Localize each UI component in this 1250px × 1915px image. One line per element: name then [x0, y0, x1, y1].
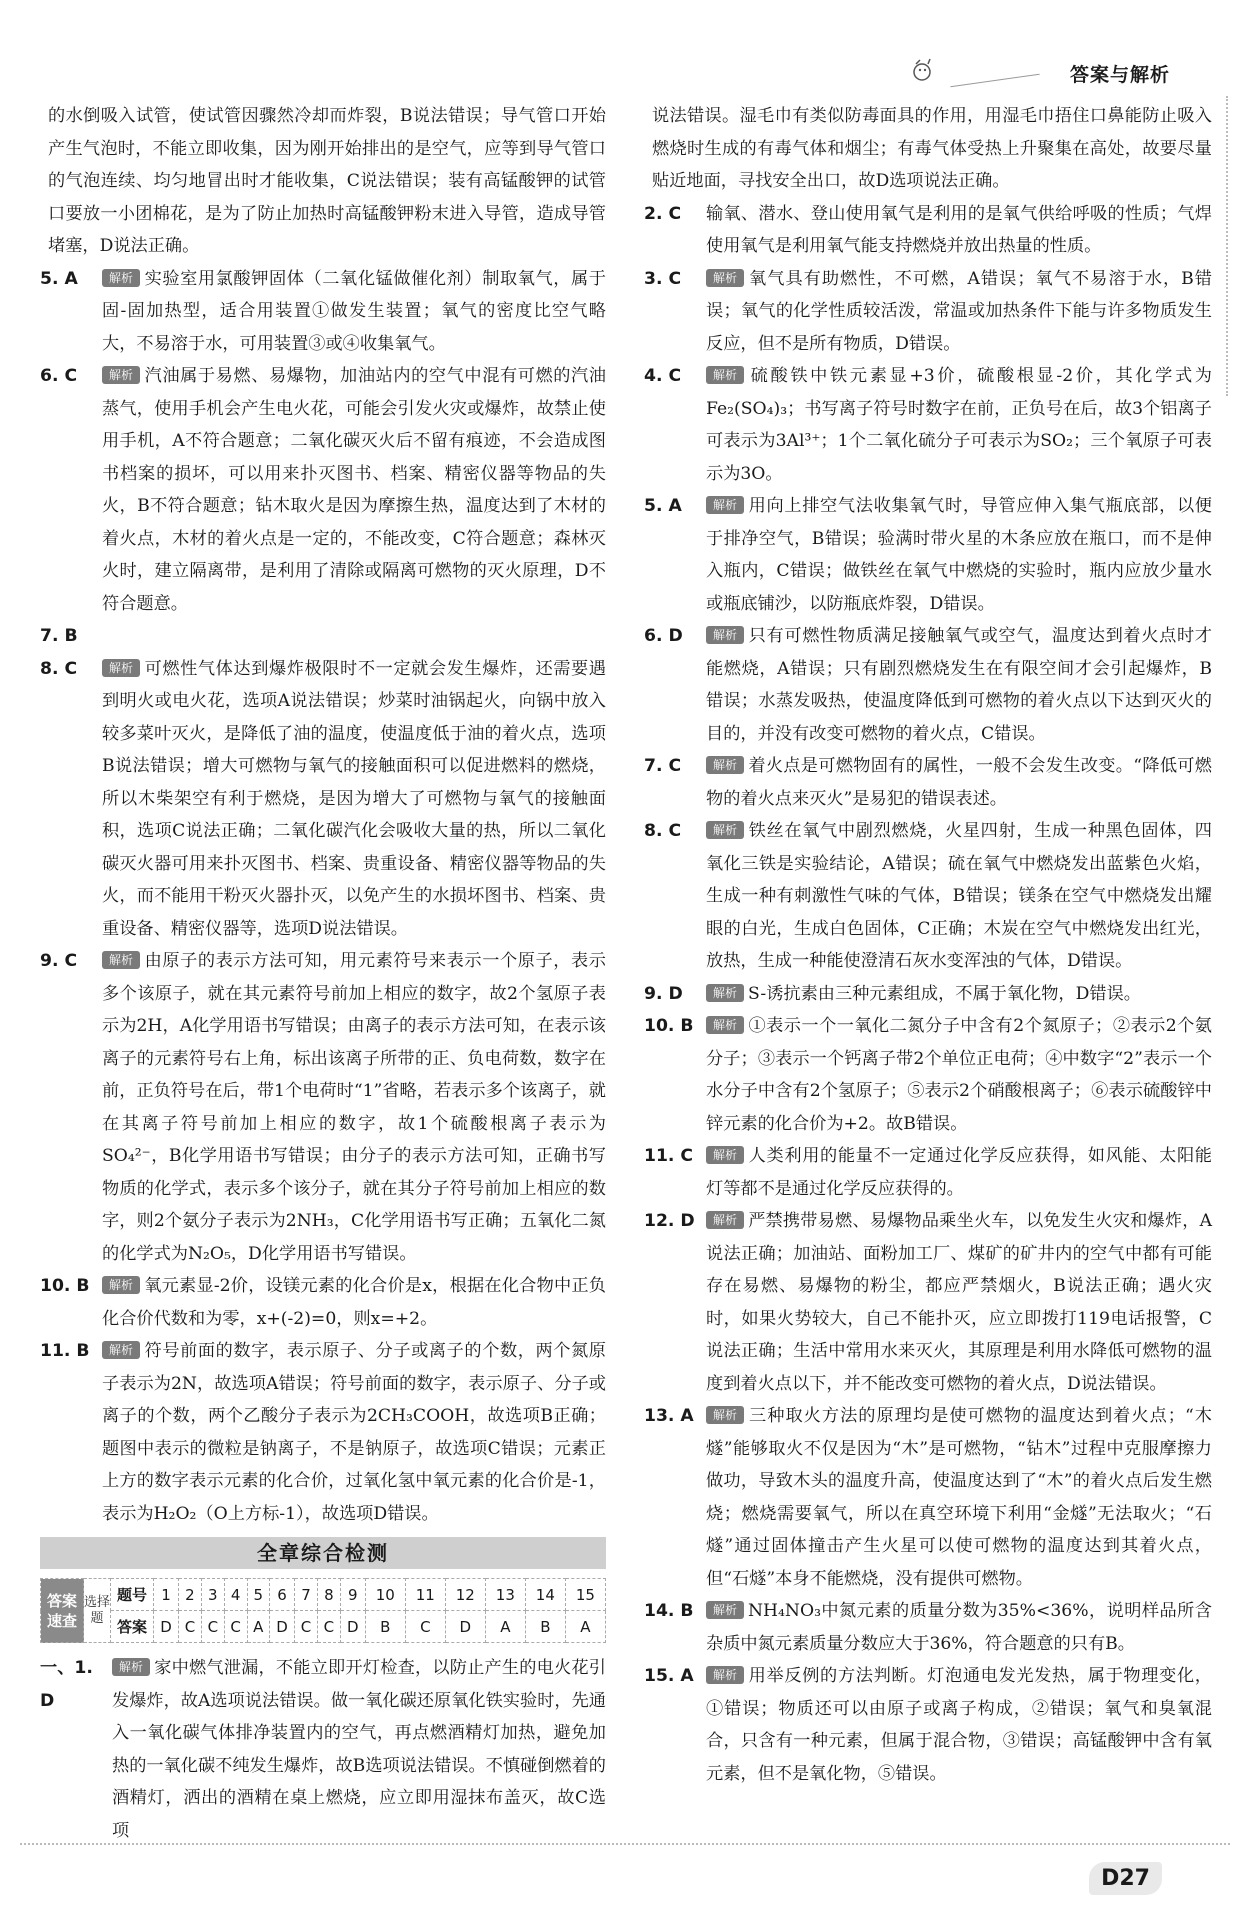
- header-title: 答案与解析: [1069, 64, 1170, 86]
- item-number: 12. D: [644, 1211, 695, 1231]
- left-intro: 的水倒吸入试管，使试管因骤然冷却而炸裂，B说法错误；导气管口开始产生气泡时，不能立即收集，因为刚开始排出的是空气，应等到导气管口的气泡连续、均匀地冒出时才能收集，C说法错误；装有高锰酸钾的试管口要放一小团棉花，是为了防止加热时高锰酸钾粉末进入导管，造成导管堵塞，D说法正确。: [48, 106, 606, 256]
- number-cell: 9: [340, 1579, 365, 1611]
- footer-divider: [20, 1843, 1230, 1845]
- analysis-tag: 解析: [706, 756, 744, 774]
- chapter-title: 全章综合检测: [40, 1537, 606, 1569]
- analysis-tag: 解析: [706, 1211, 744, 1229]
- answer-cell: C: [295, 1611, 318, 1643]
- answer-item: [644, 1205, 1212, 1400]
- item-text: 解析 符号前面的数字，表示原子、分子或离子的个数，两个氮原子表示为2N，故选项A错误；符号前面的数字，表示原子、分子或离子的个数，两个乙酸分子表示为2CH₃COOH，故选项B正确；题图中表示的微粒是钠离子，不是钠原子，故选项C错误；元素正上方的数字表示元素的化合价，过氧化氢中氧元素的化合价是-1，表示为H₂O₂（O上方标-1），故选项D错误。: [102, 1341, 606, 1524]
- analysis-tag: 解析: [706, 821, 744, 839]
- number-cell: 12: [445, 1579, 485, 1611]
- answer-cell: B: [365, 1611, 405, 1643]
- item-number: 6. C: [40, 366, 78, 386]
- answer-table-type: 选择题: [84, 1579, 111, 1643]
- item-number: 10. B: [40, 1276, 90, 1296]
- answer-cell: C: [179, 1611, 202, 1643]
- item-text: 解析 汽油属于易燃、易爆物，加油站内的空气中混有可燃的汽油蒸气，使用手机会产生电火花，可能会引发火灾或爆炸，故禁止使用手机，A不符合题意；二氧化碳灭火后不留有痕迹，不会造成图书档案的损坏，可以用来扑灭图书、档案、精密仪器等物品的失火，B不符合题意；钻木取火是因为摩擦生热，温度达到了木材的着火点，木材的着火点是一定的，不能改变，C符合题意；森林灭火时，建立隔离带，是利用了清除或隔离可燃物的灭火原理，D不符合题意。: [102, 366, 606, 614]
- item-text: [102, 620, 606, 653]
- item-text: 解析 严禁携带易燃、易爆物品乘坐火车，以免发生火灾和爆炸，A说法正确；加油站、面粉加工厂、煤矿的矿井内的空气中都有可能存在易燃、易爆物的粉尘，都应严禁烟火，B说法正确；遇火灾时，如果火势较大，自己不能扑灭，应立即拨打119电话报警，C说法正确；生活中常用水来灭火，其原理是利用水降低可燃物的温度到着火点以下，并不能改变可燃物的着火点，D说法错误。: [706, 1211, 1212, 1394]
- answer-item: [40, 945, 606, 1270]
- analysis-tag: 解析: [102, 1276, 140, 1294]
- number-cell: 1: [154, 1579, 179, 1611]
- header-divider: [950, 74, 1039, 88]
- item-text: 解析 S-诱抗素由三种元素组成，不属于氧化物，D错误。: [706, 978, 1212, 1011]
- analysis-tag: 解析: [706, 626, 744, 644]
- item-text: 解析 家中燃气泄漏，不能立即开灯检查，以防止产生的电火花引发爆炸，故A选项说法错误。做一氧化碳还原氧化铁实验时，先通入一氧化碳气体排净装置内的空气，再点燃酒精灯加热，避免加热的一氧化碳不纯发生爆炸，故B选项说法错误。不慎碰倒燃着的酒精灯，洒出的酒精在桌上燃烧，应立即用湿抹布盖灭，故C选项: [112, 1658, 606, 1841]
- answer-cell: A: [565, 1611, 605, 1643]
- answer-cell: B: [525, 1611, 565, 1643]
- answer-cell: C: [317, 1611, 340, 1643]
- number-cell: 6: [270, 1579, 295, 1611]
- answer-item: [644, 750, 1212, 815]
- item-text: 解析 人类利用的能量不一定通过化学反应获得，如风能、太阳能灯等都不是通过化学反应获得的。: [706, 1146, 1212, 1199]
- item-number: 13. A: [644, 1406, 694, 1426]
- item-text: 解析 实验室用氯酸钾固体（二氧化锰做催化剂）制取氧气，属于固-固加热型，适合用装置①做发生装置；氧气的密度比空气略大，不易溶于水，可用装置③或④收集氧气。: [102, 268, 606, 354]
- analysis-tag: 解析: [102, 366, 140, 384]
- answer-cell: D: [154, 1611, 179, 1643]
- item-number: 9. D: [644, 983, 683, 1004]
- answer-cell: C: [405, 1611, 445, 1643]
- item-text: 解析 由原子的表示方法可知，用元素符号来表示一个原子，表示多个该原子，就在其元素符号前加上相应的数字，故2个氢原子表示为2H，A化学用语书写错误；由离子的表示方法可知，在表示该离子的元素符号右上角，标出该离子所带的正、负电荷数，数字在前，正负符号在后，带1个电荷时“1”省略，若表示多个该离子，就在其离子符号前加上相应的数字，故1个硫酸根离子表示为SO₄²⁻，B化学用语书写错误；由分子的表示方法可知，正确书写物质的化学式，表示多个该分子，就在其分子符号前加上相应的数字，则2个氨分子表示为2NH₃，C化学用语书写正确；五氧化二氮的化学式为N₂O₅，D化学用语书写错误。: [102, 951, 606, 1264]
- item-text: 解析 可燃性气体达到爆炸极限时不一定就会发生爆炸，还需要遇到明火或电火花，选项A说法错误；炒菜时油锅起火，向锅中放入较多菜叶灭火，是降低了油的温度，使温度低于油的着火点，选项B说法错误；增大可燃物与氧气的接触面积可以促进燃料的燃烧，所以木柴架空有利于燃烧，是因为增大了可燃物与氧气的接触面积，选项C说法正确；二氧化碳汽化会吸收大量的热，所以二氧化碳灭火器可用来扑灭图书、档案、贵重设备、精密仪器等物品的失火，而不能用干粉灭火器扑灭，以免产生的水损坏图书、档案、贵重设备、精密仪器等，选项D说法错误。: [102, 658, 606, 939]
- item-number: 14. B: [644, 1601, 694, 1621]
- number-cell: 13: [485, 1579, 525, 1611]
- number-cell: 15: [565, 1579, 605, 1611]
- cartoon-icon: [910, 58, 938, 84]
- item-number: 11. B: [40, 1341, 90, 1361]
- item-number: 5. A: [40, 268, 78, 289]
- item-number: 7. C: [644, 756, 682, 776]
- analysis-tag: 解析: [102, 659, 140, 677]
- answer-item: [644, 263, 1212, 361]
- answer-item: [644, 1660, 1212, 1790]
- answer-item: [644, 1010, 1212, 1140]
- analysis-tag: 解析: [706, 496, 744, 514]
- analysis-tag: 解析: [706, 1666, 744, 1684]
- answer-item: [40, 360, 606, 620]
- answer-cell: A: [485, 1611, 525, 1643]
- left-column: [40, 100, 606, 1530]
- number-cell: 2: [179, 1579, 202, 1611]
- item-number: 15. A: [644, 1666, 694, 1686]
- answer-item: [644, 815, 1212, 978]
- item-text: 解析 只有可燃性物质满足接触氧气或空气，温度达到着火点时才能燃烧，A错误；只有剧烈燃烧发生在有限空间才会引起爆炸，B错误；水蒸发吸热，使温度降低到可燃物的着火点以下达到灭火的目的，并没有改变可燃物的着火点，C错误。: [706, 626, 1212, 744]
- answer-cell: A: [247, 1611, 269, 1643]
- analysis-tag: 解析: [706, 1016, 744, 1034]
- answer-cell: C: [201, 1611, 224, 1643]
- answer-item: [644, 1400, 1212, 1595]
- item-number: 6. D: [644, 626, 683, 646]
- answer-item: [644, 1595, 1212, 1660]
- item-number: 2. C: [644, 203, 682, 224]
- number-cell: 11: [405, 1579, 445, 1611]
- answer-item: [644, 490, 1212, 620]
- analysis-tag: 解析: [102, 951, 140, 969]
- item-text: 解析 NH₄NO₃中氮元素的质量分数为35%<36%，说明样品所含杂质中氮元素质量分数应大于36%，符合题意的只有B。: [706, 1601, 1212, 1654]
- item-number: 9. C: [40, 951, 78, 971]
- answer-table: [40, 1578, 606, 1643]
- answer-table-label: 答案速查: [41, 1579, 84, 1643]
- analysis-tag: 解析: [706, 984, 744, 1002]
- number-cell: 3: [201, 1579, 224, 1611]
- item-text: 解析 铁丝在氧气中剧烈燃烧，火星四射，生成一种黑色固体，四氧化三铁是实验结论，A错误；硫在氧气中燃烧发出蓝紫色火焰，生成一种有刺激性气味的气体，B错误；镁条在空气中燃烧发出耀眼的白光，生成白色固体，C正确；木炭在空气中燃烧发出红光，放热，生成一种能使澄清石灰水变浑浊的气体，D错误。: [706, 821, 1212, 971]
- item-number: 11. C: [644, 1146, 694, 1166]
- analysis-tag: 解析: [706, 1146, 744, 1164]
- item-text: 解析 用向上排空气法收集氧气时，导管应伸入集气瓶底部，以便于排净空气，B错误；验满时带火星的木条应放在瓶口，而不是伸入瓶内，C错误；做铁丝在氧气中燃烧的实验时，瓶内应放少量水或瓶底铺沙，以防瓶底炸裂，D错误。: [706, 496, 1212, 614]
- item-number: 8. C: [40, 658, 78, 679]
- right-column: [644, 100, 1212, 1790]
- item-text: 输氧、潜水、登山使用氧气是利用的是氧气供给呼吸的性质；气焊使用氧气是利用氧气能支持燃烧并放出热量的性质。: [706, 203, 1212, 256]
- left-column-bottom: [40, 1652, 606, 1847]
- item-number: 5. A: [644, 496, 682, 516]
- item-text: 解析 三种取火方法的原理均是使可燃物的温度达到着火点；“木燧”能够取火不仅是因为“木”是可燃物，“钻木”过程中克服摩擦力做功，导致木头的温度升高，使温度达到了“木”的着火点后发生燃烧；燃烧需要氧气，所以在真空环境下利用“金燧”无法取火；“石燧”通过固体撞击产生火星可以使可燃物的温度达到其着火点，但“石燧”本身不能燃烧，没有提供可燃物。: [706, 1406, 1212, 1589]
- row-label-answers: 答案: [111, 1611, 154, 1643]
- answer-cell: C: [224, 1611, 247, 1643]
- answer-item: [40, 620, 606, 653]
- answer-item: [644, 978, 1212, 1011]
- answer-cell: D: [445, 1611, 485, 1643]
- item-number: 一、1. D: [40, 1658, 93, 1711]
- page-number: D27: [1089, 1862, 1162, 1895]
- number-cell: 8: [317, 1579, 340, 1611]
- item-text: 解析 氧气具有助燃性，不可燃，A错误；氧气不易溶于水，B错误；氧气的化学性质较活泼，常温或加热条件下能与许多物质发生反应，但不是所有物质，D错误。: [706, 268, 1212, 354]
- number-cell: 4: [224, 1579, 247, 1611]
- answer-item: [644, 1140, 1212, 1205]
- right-intro: 说法错误。湿毛巾有类似防毒面具的作用，用湿毛巾捂住口鼻能防止吸入燃烧时生成的有毒气体和烟尘；有毒气体受热上升聚集在高处，故要尽量贴近地面，寻找安全出口，故D选项说法正确。: [652, 106, 1212, 191]
- number-cell: 14: [525, 1579, 565, 1611]
- answer-cell: D: [270, 1611, 295, 1643]
- answer-item: [644, 620, 1212, 750]
- row-label-numbers: 题号: [111, 1579, 154, 1611]
- item-text: 解析 用举反例的方法判断。灯泡通电发光发热，属于物理变化，①错误；物质还可以由原子或离子构成，②错误；氧气和臭氧混合，只含有一种元素，但属于混合物，③错误；高锰酸钾中含有氧元素，但不是氧化物，⑤错误。: [706, 1666, 1212, 1784]
- item-number: 8. C: [644, 821, 682, 841]
- answer-item: [644, 360, 1212, 490]
- analysis-tag: 解析: [706, 1601, 744, 1619]
- answer-item: [40, 1652, 606, 1847]
- item-number: 10. B: [644, 1016, 694, 1036]
- answer-cell: D: [340, 1611, 365, 1643]
- number-cell: 7: [295, 1579, 318, 1611]
- analysis-tag: 解析: [102, 269, 140, 287]
- item-text: 解析 硫酸铁中铁元素显+3价，硫酸根显-2价，其化学式为Fe₂(SO₄)₃；书写离子符号时数字在前，正负号在后，故3个铝离子可表示为3Al³⁺；1个二氧化硫分子可表示为SO₂；三个氧原子可表示为3O。: [706, 366, 1212, 484]
- item-text: 解析 着火点是可燃物固有的属性，一般不会发生改变。“降低可燃物的着火点来灭火”是易犯的错误表述。: [706, 756, 1212, 809]
- analysis-tag: 解析: [112, 1658, 150, 1676]
- item-number: 7. B: [40, 626, 78, 646]
- analysis-tag: 解析: [102, 1341, 140, 1359]
- margin-dots: [1226, 96, 1228, 396]
- item-number: 3. C: [644, 268, 682, 289]
- answer-item: [40, 263, 606, 361]
- answer-item: [40, 1335, 606, 1530]
- number-cell: 10: [365, 1579, 405, 1611]
- number-cell: 5: [247, 1579, 269, 1611]
- analysis-tag: 解析: [706, 269, 744, 287]
- page-header: [910, 56, 1170, 96]
- answer-item: [40, 1270, 606, 1335]
- answer-item: [644, 198, 1212, 263]
- item-text: 解析 氧元素显-2价，设镁元素的化合价是x，根据在化合物中正负化合价代数和为零，x+(-2)=0，则x=+2。: [102, 1276, 606, 1329]
- item-number: 4. C: [644, 366, 682, 386]
- answer-item: [40, 653, 606, 946]
- analysis-tag: 解析: [706, 366, 744, 384]
- analysis-tag: 解析: [706, 1406, 744, 1424]
- item-text: 解析 ①表示一个一氧化二氮分子中含有2个氮原子；②表示2个氨分子；③表示一个钙离子带2个单位正电荷；④中数字“2”表示一个水分子中含有2个氢原子；⑤表示2个硝酸根离子；⑥表示硫酸锌中锌元素的化合价为+2。故B错误。: [706, 1016, 1212, 1134]
